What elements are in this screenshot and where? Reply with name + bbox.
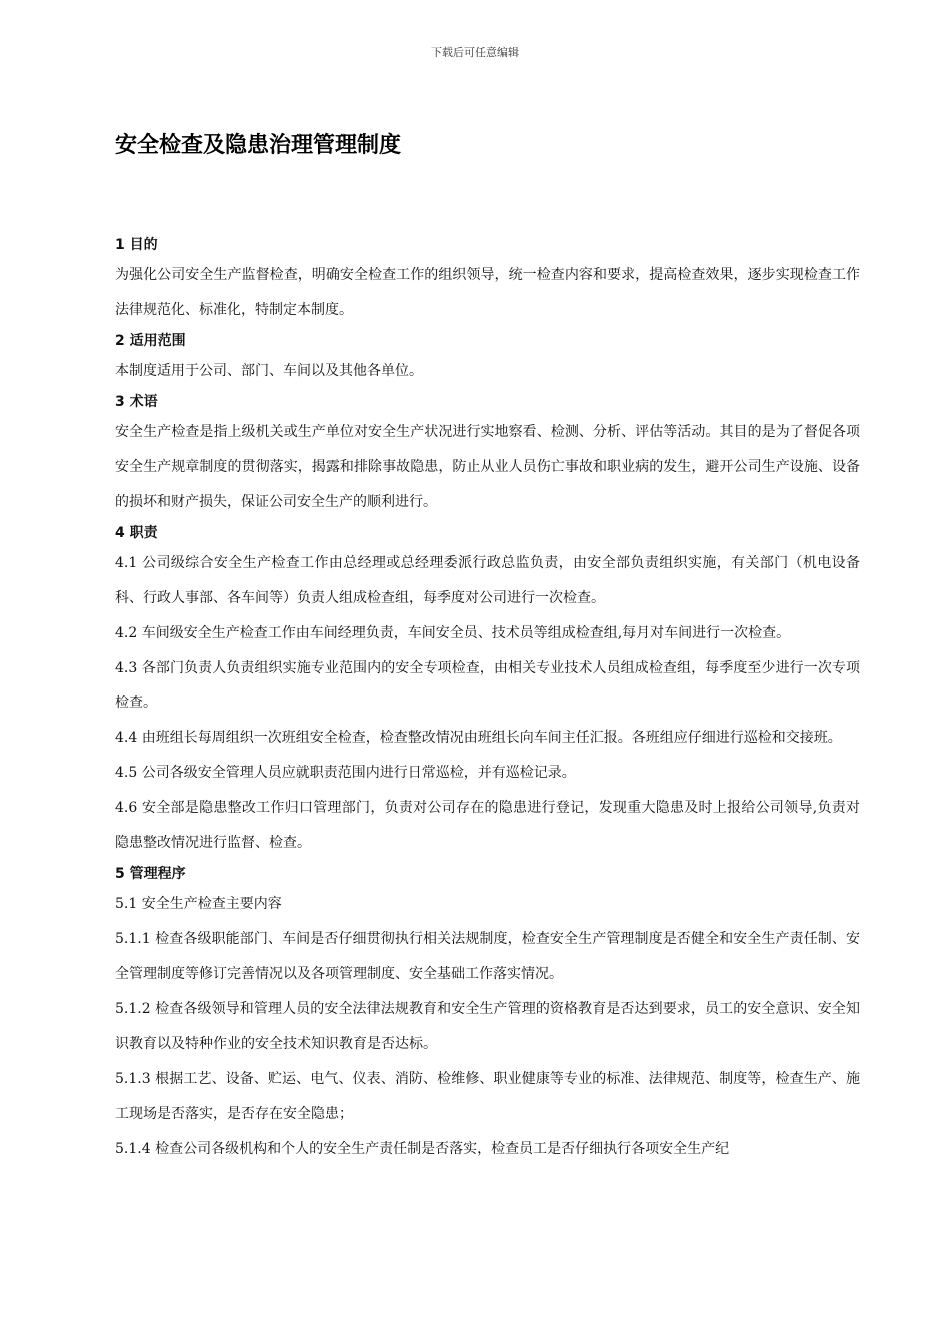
page-header: 下载后可任意编辑 [431, 46, 519, 59]
paragraph-duty-4-1: 4.1 公司级综合安全生产检查工作由总经理或总经理委派行政总监负责，由安全部负责组织实施，有关部门（机电设备科、行政人事部、各车间等）负责人组成检查组，每季度对公司进行一次检查。 [115, 555, 860, 606]
section-heading-duties: 4 职责 [115, 525, 158, 541]
section-heading-scope: 2 适用范围 [115, 333, 186, 349]
document-title: 安全检查及隐患治理管理制度 [115, 133, 402, 158]
paragraph-duty-4-2: 4.2 车间级安全生产检查工作由车间经理负责，车间安全员、技术员等组成检查组,每月对车间进行一次检查。 [115, 625, 791, 641]
paragraph-5-1: 5.1 安全生产检查主要内容 [115, 896, 282, 912]
paragraph-purpose: 为强化公司安全生产监督检查，明确安全检查工作的组织领导，统一检查内容和要求，提高检查效果，逐步实现检查工作法律规范化、标准化，特制定本制度。 [115, 267, 860, 318]
section-heading-purpose: 1 目的 [115, 237, 158, 253]
paragraph-scope: 本制度适用于公司、部门、车间以及其他各单位。 [115, 363, 423, 379]
paragraph-5-1-2: 5.1.2 检查各级领导和管理人员的安全法律法规教育和安全生产管理的资格教育是否达到要求，员工的安全意识、安全知识教育以及特种作业的安全技术知识教育是否达标。 [115, 1001, 860, 1052]
paragraph-duty-4-4: 4.4 由班组长每周组织一次班组安全检查，检查整改情况由班组长向车间主任汇报。各班组应仔细进行巡检和交接班。 [115, 730, 842, 746]
paragraph-5-1-3: 5.1.3 根据工艺、设备、贮运、电气、仪表、消防、检维修、职业健康等专业的标准、法律规范、制度等，检查生产、施工现场是否落实，是否存在安全隐患； [115, 1071, 860, 1122]
section-heading-procedure: 5 管理程序 [115, 866, 186, 882]
paragraph-duty-4-6: 4.6 安全部是隐患整改工作归口管理部门，负责对公司存在的隐患进行登记，发现重大隐患及时上报给公司领导,负责对隐患整改情况进行监督、检查。 [115, 800, 860, 851]
section-heading-terms: 3 术语 [115, 394, 158, 410]
paragraph-duty-4-3: 4.3 各部门负责人负责组织实施专业范围内的安全专项检查，由相关专业技术人员组成检查组，每季度至少进行一次专项检查。 [115, 660, 860, 711]
paragraph-terms: 安全生产检查是指上级机关或生产单位对安全生产状况进行实地察看、检测、分析、评估等活动。其目的是为了督促各项安全生产规章制度的贯彻落实，揭露和排除事故隐患，防止从业人员伤亡事故和职业病的发生，避开公司生产设施、设备的损坏和财产损失，保证公司安全生产的顺利进行。 [115, 424, 860, 510]
paragraph-5-1-1: 5.1.1 检查各级职能部门、车间是否仔细贯彻执行相关法规制度，检查安全生产管理制度是否健全和安全生产责任制、安全管理制度等修订完善情况以及各项管理制度、安全基础工作落实情况。 [115, 931, 860, 982]
document-body [115, 232, 860, 1167]
paragraph-5-1-4: 5.1.4 检查公司各级机构和个人的安全生产责任制是否落实，检查员工是否仔细执行各项安全生产纪 [115, 1141, 730, 1157]
paragraph-duty-4-5: 4.5 公司各级安全管理人员应就职责范围内进行日常巡检，并有巡检记录。 [115, 765, 576, 781]
